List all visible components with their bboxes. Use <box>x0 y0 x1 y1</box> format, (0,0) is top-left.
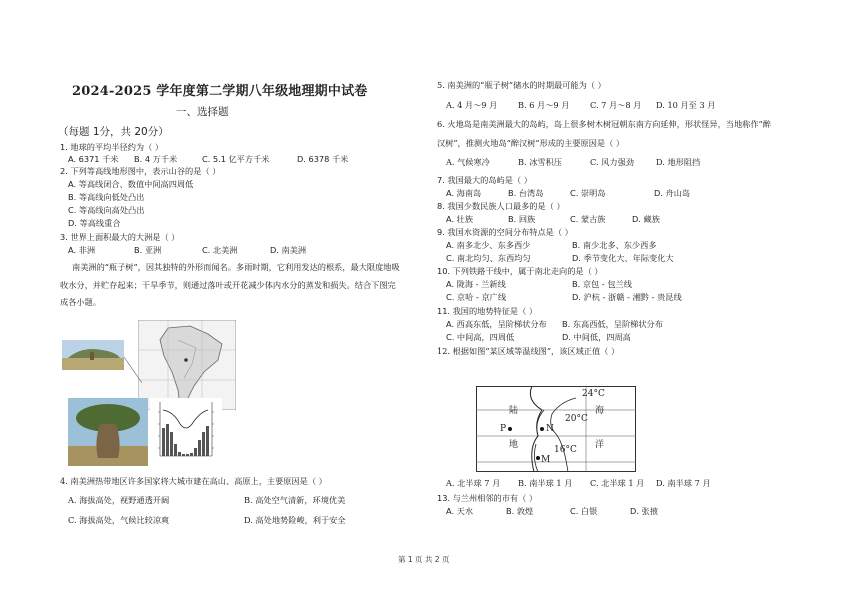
q13-option-c: C. 白银 <box>570 506 598 516</box>
q3-option-d: D. 南美洲 <box>270 245 307 255</box>
q10-option-c: C. 京哈 - 京广线 <box>446 292 507 302</box>
exam-title: 2024-2025 学年度第二学期八年级地理期中试卷 <box>72 84 368 99</box>
score-note: （每题 1分，共 20分） <box>58 126 169 138</box>
q6-option-b: B. 冰雪积压 <box>518 157 562 167</box>
q3-option-b: B. 亚洲 <box>134 245 162 255</box>
q13-option-a: A. 天水 <box>446 506 474 516</box>
map-label-land-2: 地 <box>509 440 519 450</box>
q1-option-b: B. 4 万千米 <box>134 154 178 164</box>
q6-option-a: A. 气候寒冷 <box>446 157 490 167</box>
q7-option-d: D. 舟山岛 <box>654 188 691 198</box>
question-8: 8. 我国少数民族人口最多的是（ ） <box>437 201 565 211</box>
map-point-m: M <box>541 455 551 465</box>
isotherm-16: 16°C <box>554 445 577 455</box>
q1-option-c: C. 5.1 亿平方千米 <box>202 154 270 164</box>
q5-option-b: B. 6 月～9 月 <box>518 100 570 110</box>
isotherm-20: 20°C <box>565 414 588 424</box>
q9-option-b: B. 南少北多、东少西多 <box>572 240 657 250</box>
map-label-sea-1: 海 <box>595 406 605 416</box>
q2-option-d: D. 等高线重合 <box>68 218 121 228</box>
q4-option-c: C. 海拔高处，气候比较凉爽 <box>68 515 170 525</box>
q7-option-c: C. 崇明岛 <box>570 188 606 198</box>
q11-option-c: C. 中间高，四周低 <box>446 332 515 342</box>
pointer-line <box>124 355 144 385</box>
map-label-sea-2: 洋 <box>595 440 605 450</box>
q11-option-b: B. 东高西低，呈阶梯状分布 <box>562 319 663 329</box>
question-13: 13. 与兰州相邻的市有（ ） <box>437 493 538 503</box>
q13-option-d: D. 张掖 <box>630 506 658 516</box>
bottle-tree-photo <box>68 398 148 466</box>
q12-option-b: B. 南半球 1 月 <box>518 478 573 488</box>
q9-option-c: C. 南北均匀、东西均匀 <box>446 253 531 263</box>
q10-option-d: D. 沪杭 - 浙赣 - 湘黔 - 贵昆线 <box>572 292 682 302</box>
q13-option-b: B. 敦煌 <box>506 506 534 516</box>
question-10: 10. 下列铁路干线中，属于南北走向的是（ ） <box>437 266 603 276</box>
section-heading: 一、选择题 <box>176 106 229 118</box>
q5-option-d: D. 10 月至 3 月 <box>656 100 716 110</box>
q8-option-a: A. 壮族 <box>446 214 474 224</box>
q4-option-a: A. 海拔高处，视野通透开阔 <box>68 495 170 505</box>
q8-option-c: C. 蒙古族 <box>570 214 606 224</box>
q10-option-b: B. 京包 - 包兰线 <box>572 279 632 289</box>
q2-option-b: B. 等高线向低处凸出 <box>68 192 145 202</box>
q5-option-a: A. 4 月～9 月 <box>446 100 498 110</box>
bottle-tree-passage: 南美洲的“瓶子树”，因其独特的外形而闻名。多雨时期，它利用发达的根系，最大限度地吸收水分，并贮存起来；干旱季节，则通过落叶或开花减少体内水分的蒸发和损失。结合下图完成各小题。 <box>60 262 400 307</box>
q6-option-d: D. 地形阻挡 <box>656 157 701 167</box>
q1-option-d: D. 6378 千米 <box>297 154 349 164</box>
isotherm-24: 24°C <box>582 389 605 399</box>
q12-option-c: C. 北半球 1 月 <box>590 478 645 488</box>
question-6-line-2: 汉树”，推测火地岛“醉汉树”形成的主要原因是（ ） <box>437 138 625 148</box>
q8-option-d: D. 藏族 <box>632 214 660 224</box>
q2-option-c: C. 等高线向高处凸出 <box>68 205 145 215</box>
q3-option-c: C. 北美洲 <box>202 245 238 255</box>
q8-option-b: B. 回族 <box>508 214 536 224</box>
bottle-tree-landscape-photo <box>62 340 124 370</box>
question-1: 1. 地球的平均半径约为（ ） <box>60 142 164 152</box>
q11-option-d: D. 中间低，四周高 <box>562 332 631 342</box>
map-point-p: P <box>500 424 507 434</box>
q1-option-a: A. 6371 千米 <box>68 154 119 164</box>
question-11: 11. 我国的地势特征是（ ） <box>437 306 538 316</box>
q4-option-d: D. 高处地势险峻，利于安全 <box>244 515 346 525</box>
q7-option-a: A. 海南岛 <box>446 188 482 198</box>
q10-option-a: A. 陇海 - 兰新线 <box>446 279 506 289</box>
q7-option-b: B. 台湾岛 <box>508 188 544 198</box>
question-5: 5. 南美洲的“瓶子树”储水的时期最可能为（ ） <box>437 80 606 90</box>
question-7: 7. 我国最大的岛屿是（ ） <box>437 175 532 185</box>
question-9: 9. 我国水资源的空间分布特点是（ ） <box>437 227 573 237</box>
q12-option-d: D. 南半球 7 月 <box>656 478 711 488</box>
question-12: 12. 根据如图“某区域等温线图”，该区域正值（ ） <box>437 346 620 356</box>
q12-option-a: A. 北半球 7 月 <box>446 478 501 488</box>
south-america-map-image <box>138 320 236 410</box>
q3-option-a: A. 非洲 <box>68 245 96 255</box>
map-point-n: N <box>546 424 554 434</box>
map-label-land-1: 陆 <box>509 406 519 416</box>
page-footer: 第 1 页 共 2 页 <box>398 555 450 564</box>
q9-option-d: D. 季节变化大、年际变化大 <box>572 253 674 263</box>
q6-option-c: C. 风力强劲 <box>590 157 634 167</box>
question-6-line-1: 6. 火地岛是南美洲最大的岛屿，岛上很多树木树冠朝东南方向延伸，形状怪异，当地称作“醉 <box>437 119 771 129</box>
question-3: 3. 世界上面积最大的大洲是（ ） <box>60 232 180 242</box>
question-2: 2. 下列等高线地形图中，表示山谷的是（ ） <box>60 166 221 176</box>
question-4: 4. 南美洲热带地区许多国家将大城市建在高山、高原上，主要原因是（ ） <box>60 476 327 486</box>
q5-option-c: C. 7 月～8 月 <box>590 100 642 110</box>
q2-option-a: A. 等高线闭合、数值中间高四周低 <box>68 179 194 189</box>
climate-chart <box>150 398 222 466</box>
q4-option-b: B. 高处空气清新，环境优美 <box>244 495 346 505</box>
q9-option-a: A. 南多北少、东多西少 <box>446 240 531 250</box>
q11-option-a: A. 西高东低，呈阶梯状分布 <box>446 319 547 329</box>
